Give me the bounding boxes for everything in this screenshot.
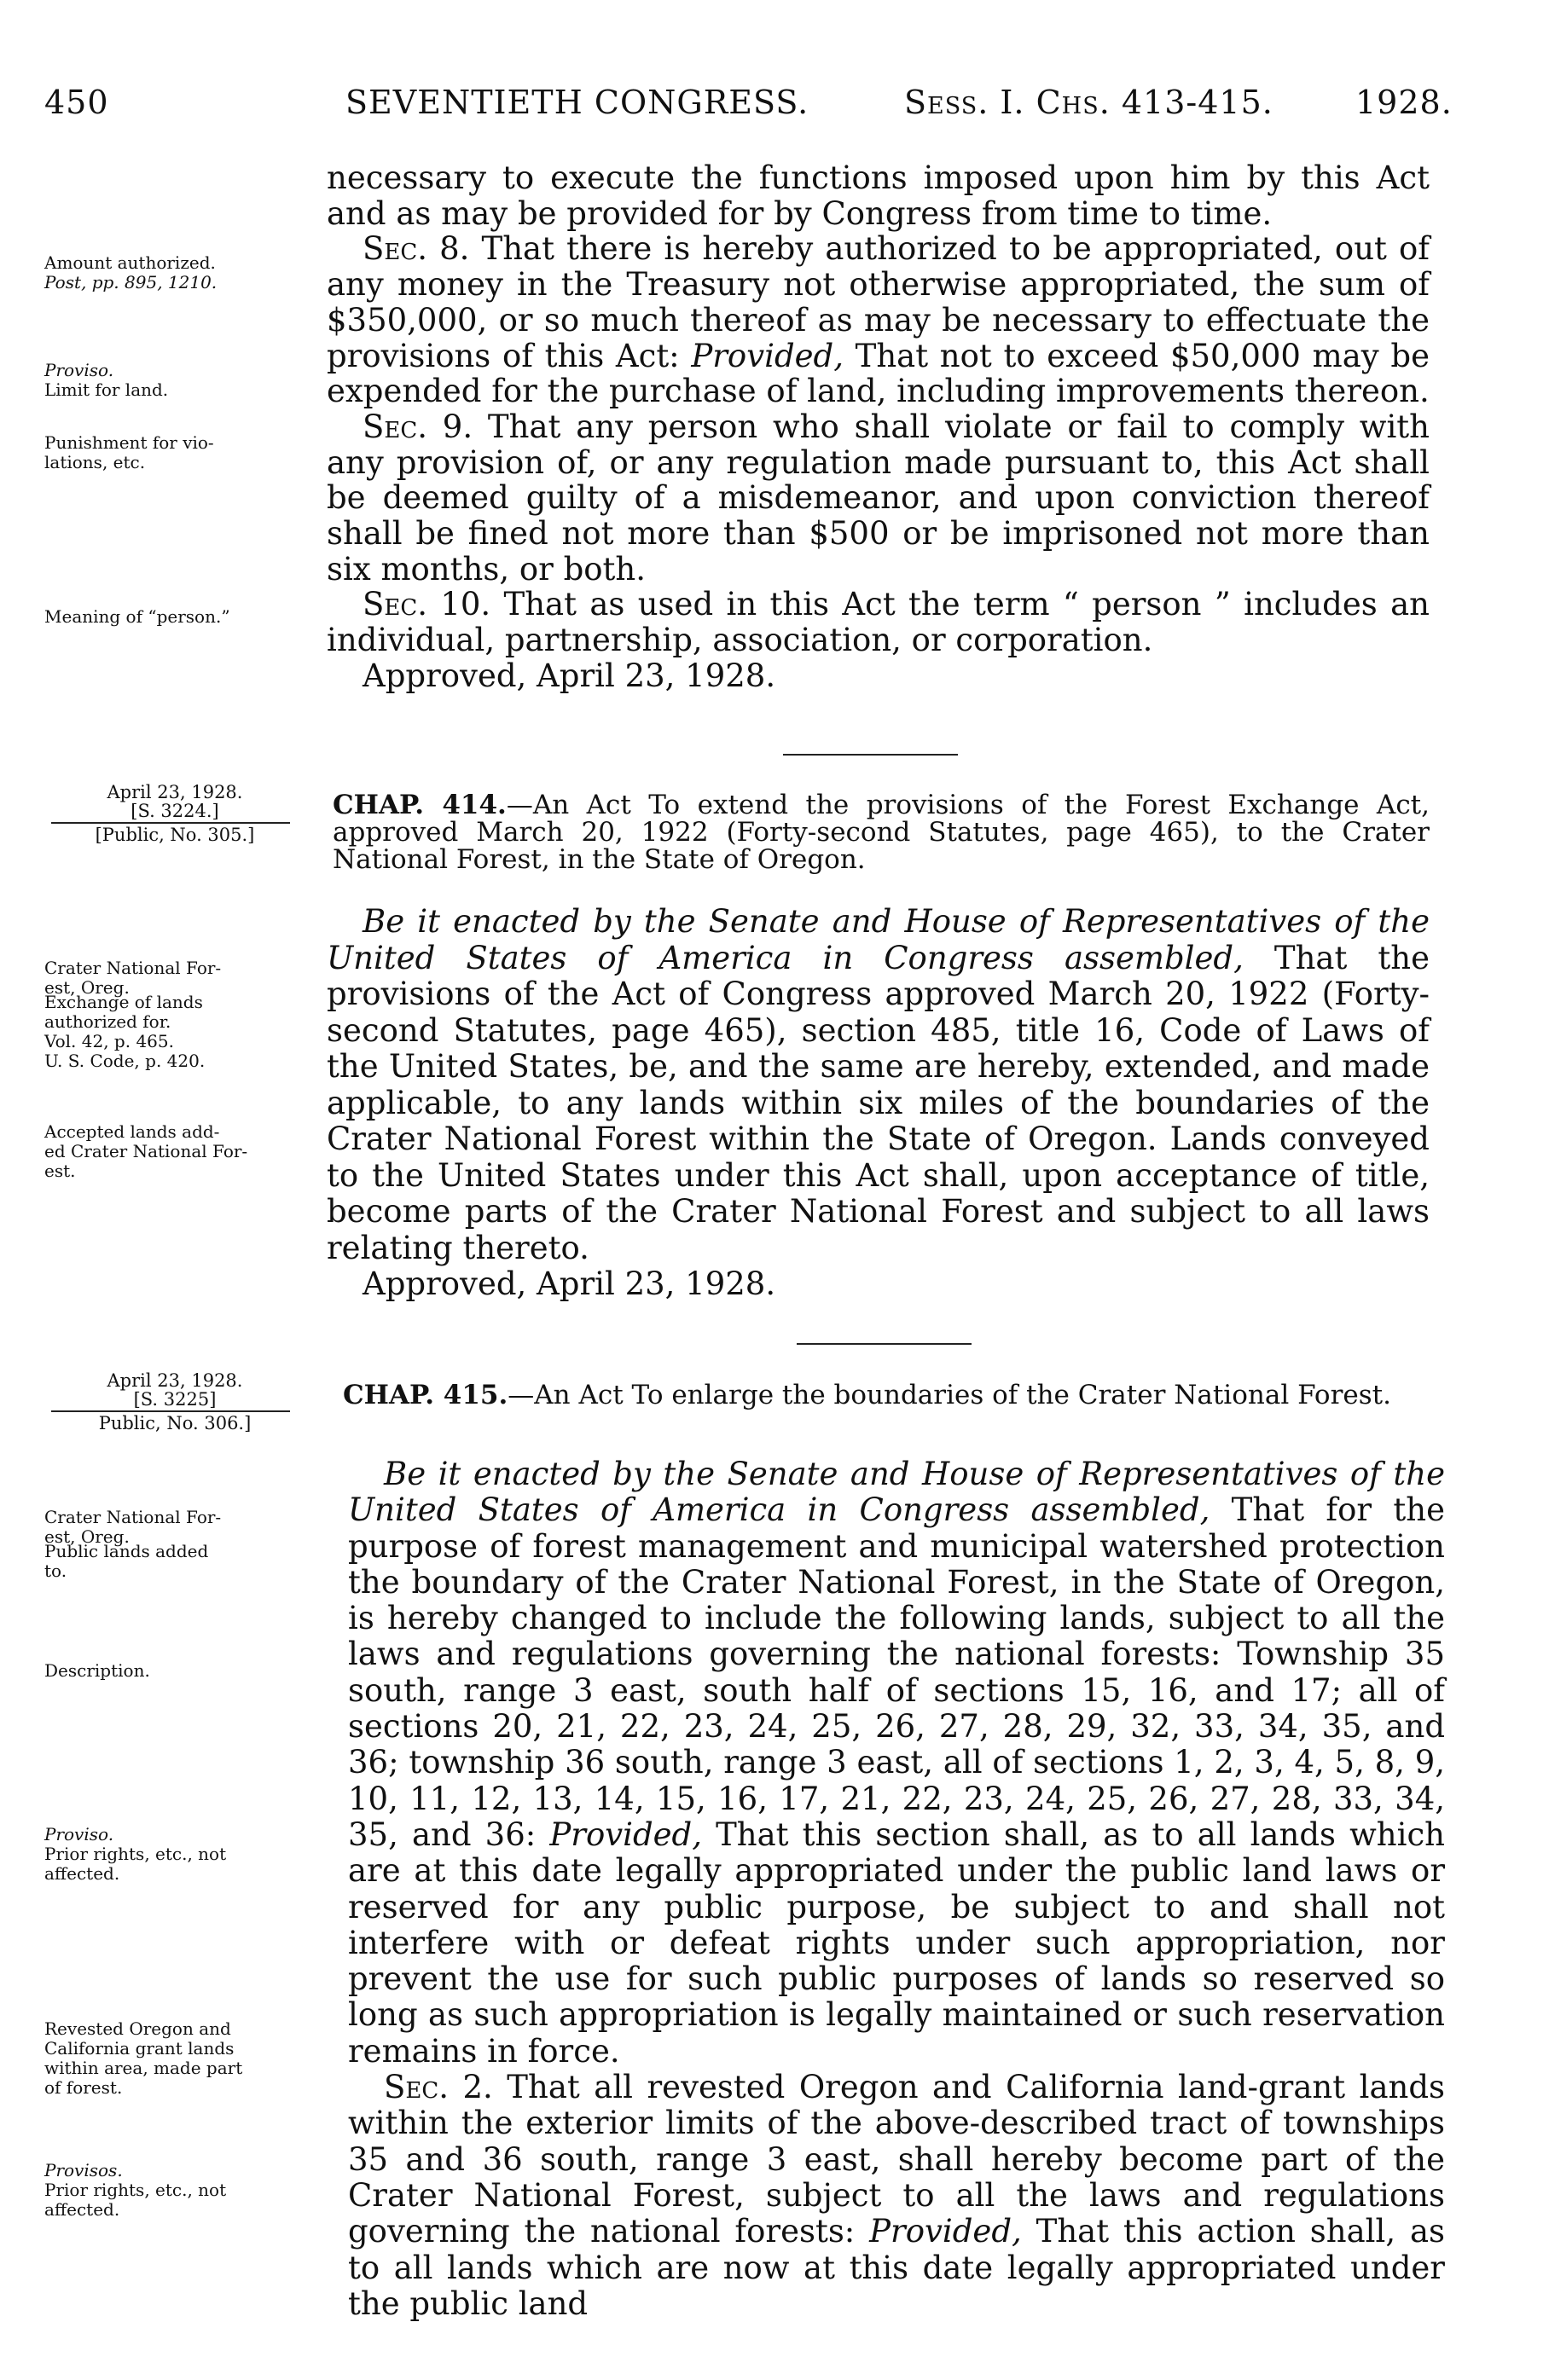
chap415-label: CHAP. 415. <box>343 1380 508 1410</box>
margin-accepted-lands: Accepted lands add- ed Crater National For- est. <box>44 1121 248 1181</box>
chap415-body1: That for the purpose of forest management and municipal watershed protection the boundary of the Crater National Forest, in the State of Oregon, is hereby changed to include the following lands, subject to all the laws and regulations governing the national forests: Township 35 south, range 3 east, south half of sections 15, 16, and 17; all of sections 20, 21, 22, 23, 24, 25, 26, 27, 28, 29, 32, 33, 34, 35, and 36; township 36 south, range 3 east, all of sections 1, 2, 3, 4, 5, 8, 9, 10, 11, 12, 13, 14, 15, 16, 17, 21, 22, 23, 24, 25, 26, 27, 28, 33, 34, 35, and 36: <box>348 1491 1445 1853</box>
header-year: 1928. <box>1355 84 1453 121</box>
chap413-tail <box>327 160 1430 694</box>
chap415-sec2-text: That all revested Oregon and California land-grant lands within the exterior limits of the above-described tract of townships 35 and 36 south, range 3 east, shall hereby become part of the Crater National Forest, subject to all the laws and regulations governing the national forests: <box>348 2069 1445 2250</box>
chap414-side-identifier <box>51 783 299 844</box>
sec8-provided: Provided, <box>691 337 844 374</box>
chap415-provided1: Provided, <box>549 1815 702 1853</box>
margin-proviso-limit: Proviso. Limit for land. <box>44 360 169 400</box>
chap414-enacting: Be it enacted by the Senate and House of Representatives of the United States of America in Congress assembled, <box>327 903 1430 976</box>
chap415-bill: [S. 3225] <box>133 1389 217 1410</box>
sec8-text: That there is hereby authorized to be appropriated, out of any money in the Treasury not otherwise appropriated, the sum of $350,000, or so much thereof as may be necessary to effectuate the provisions of this Act: <box>327 230 1430 374</box>
section-10 <box>327 587 1430 657</box>
margin-description: Description. <box>44 1660 150 1681</box>
page-number: 450 <box>44 84 109 121</box>
chap414-side-rule <box>51 822 290 824</box>
chap415-public-law: Public, No. 306.] <box>98 1413 252 1433</box>
chap413-para-continuation: necessary to execute the functions imposed upon him by this Act and as may be provided for by Congress from time to time. <box>327 159 1430 232</box>
chap415-section-1 <box>348 1456 1445 2070</box>
sec10-label: Sec. 10. <box>363 586 491 623</box>
chap414-title: —An Act To extend the provisions of the Forest Exchange Act, approved March 20, 1922 (Forty-second Statutes, page 465), to the Crater National Forest, in the State of Oregon. <box>333 790 1430 875</box>
chap414-label: CHAP. 414. <box>333 790 507 820</box>
chap414-body-text: That the provisions of the Act of Congress approved March 20, 1922 (Forty-second Statutes, page 465), section 485, title 16, Code of Laws of the United States, be, and the same are hereby, extended, and made applicable, to any lands within six miles of the boundaries of the Crater National Forest within the State of Oregon. Lands conveyed to the United States under this Act shall, upon acceptance of title, become parts of the Crater National Forest and subject to all laws relating thereto. <box>327 939 1430 1266</box>
chap414-approved: Approved, April 23, 1928. <box>363 1265 776 1302</box>
margin-provisos-prior-rights: Provisos. Prior rights, etc., not affected. <box>44 2160 227 2220</box>
chap414-body <box>327 904 1430 1303</box>
margin-crater-forest: Crater National For- est, Oreg. <box>44 958 222 998</box>
section-9 <box>327 409 1430 588</box>
section-divider-rule-2 <box>797 1343 972 1345</box>
session-chapters: Sess. I. Chs. 413-415. <box>904 84 1273 121</box>
chap415-body2: That this section shall, as to all lands which are at this date legally appropriated under the public land laws or reserved for any public purpose, be subject to and shall not interfere with or defeat rights under such appropriation, nor prevent the use for such public purposes of lands so reserved so long as such appropriation is legally maintained or such reservation remains in force. <box>348 1815 1446 2070</box>
margin-exchange-lands: Exchange of lands authorized for. Vol. 42, p. 465. U. S. Code, p. 420. <box>44 992 206 1071</box>
chap415-sec2-label: Sec. 2. <box>384 2069 493 2106</box>
chap415-side-identifier <box>51 1371 299 1433</box>
sec9-text: That any person who shall violate or fail to comply with any provision of, or any regulation made pursuant to, this Act shall be deemed guilty of a misdemeanor, and upon conviction thereof shall be fined not more than $500 or be imprisoned not more than six months, or both. <box>327 408 1430 588</box>
section-8 <box>327 231 1430 409</box>
chap415-title: —An Act To enlarge the boundaries of the Crater National Forest. <box>508 1380 1391 1410</box>
sec9-label: Sec. 9. <box>363 408 473 445</box>
chap415-sec2-text2: That this action shall, as to all lands which are now at this date legally appropriated under the public land <box>348 2213 1446 2322</box>
chap415-heading <box>343 1381 1440 1409</box>
chap414-bill: [S. 3224.] <box>131 801 219 821</box>
chap414-public-law: [Public, No. 305.] <box>95 825 255 845</box>
chap415-body <box>348 1456 1445 2322</box>
margin-meaning-person: Meaning of “person.” <box>44 606 230 627</box>
section-divider-rule <box>783 754 958 756</box>
margin-crater-forest-2: Crater National For- est, Oreg. <box>44 1507 222 1547</box>
margin-public-lands: Public lands added to. <box>44 1541 209 1581</box>
sec10-text: That as used in this Act the term “ person ” includes an individual, partnership, association, or corporation. <box>327 586 1430 659</box>
chap414-date: April 23, 1928. <box>107 782 243 802</box>
chap414-enacting-clause <box>327 904 1430 1266</box>
sec8-text2: That not to exceed $50,000 may be expended for the purchase of land, including improvements thereon. <box>327 337 1430 410</box>
margin-proviso-prior-rights: Proviso. Prior rights, etc., not affected. <box>44 1824 227 1884</box>
chap414-heading <box>333 791 1430 873</box>
chap415-date: April 23, 1928. <box>107 1370 243 1391</box>
chap413-approved: Approved, April 23, 1928. <box>363 657 776 694</box>
chap415-side-rule <box>51 1410 290 1412</box>
margin-amount-authorized: Amount authorized. Post, pp. 895, 1210. <box>44 252 218 292</box>
chap415-section-2 <box>348 2070 1445 2322</box>
congress-title: SEVENTIETH CONGRESS. <box>345 84 809 121</box>
chap415-provided2: Provided, <box>869 2213 1022 2250</box>
chap415-enacting: Be it enacted by the Senate and House of Representatives of the United States of America in Congress assembled, <box>348 1456 1445 1529</box>
margin-revested-lands: Revested Oregon and California grant lands within area, made part of forest. <box>44 2018 243 2098</box>
sec8-label: Sec. 8. <box>363 230 470 268</box>
margin-punishment: Punishment for vio- lations, etc. <box>44 432 214 472</box>
